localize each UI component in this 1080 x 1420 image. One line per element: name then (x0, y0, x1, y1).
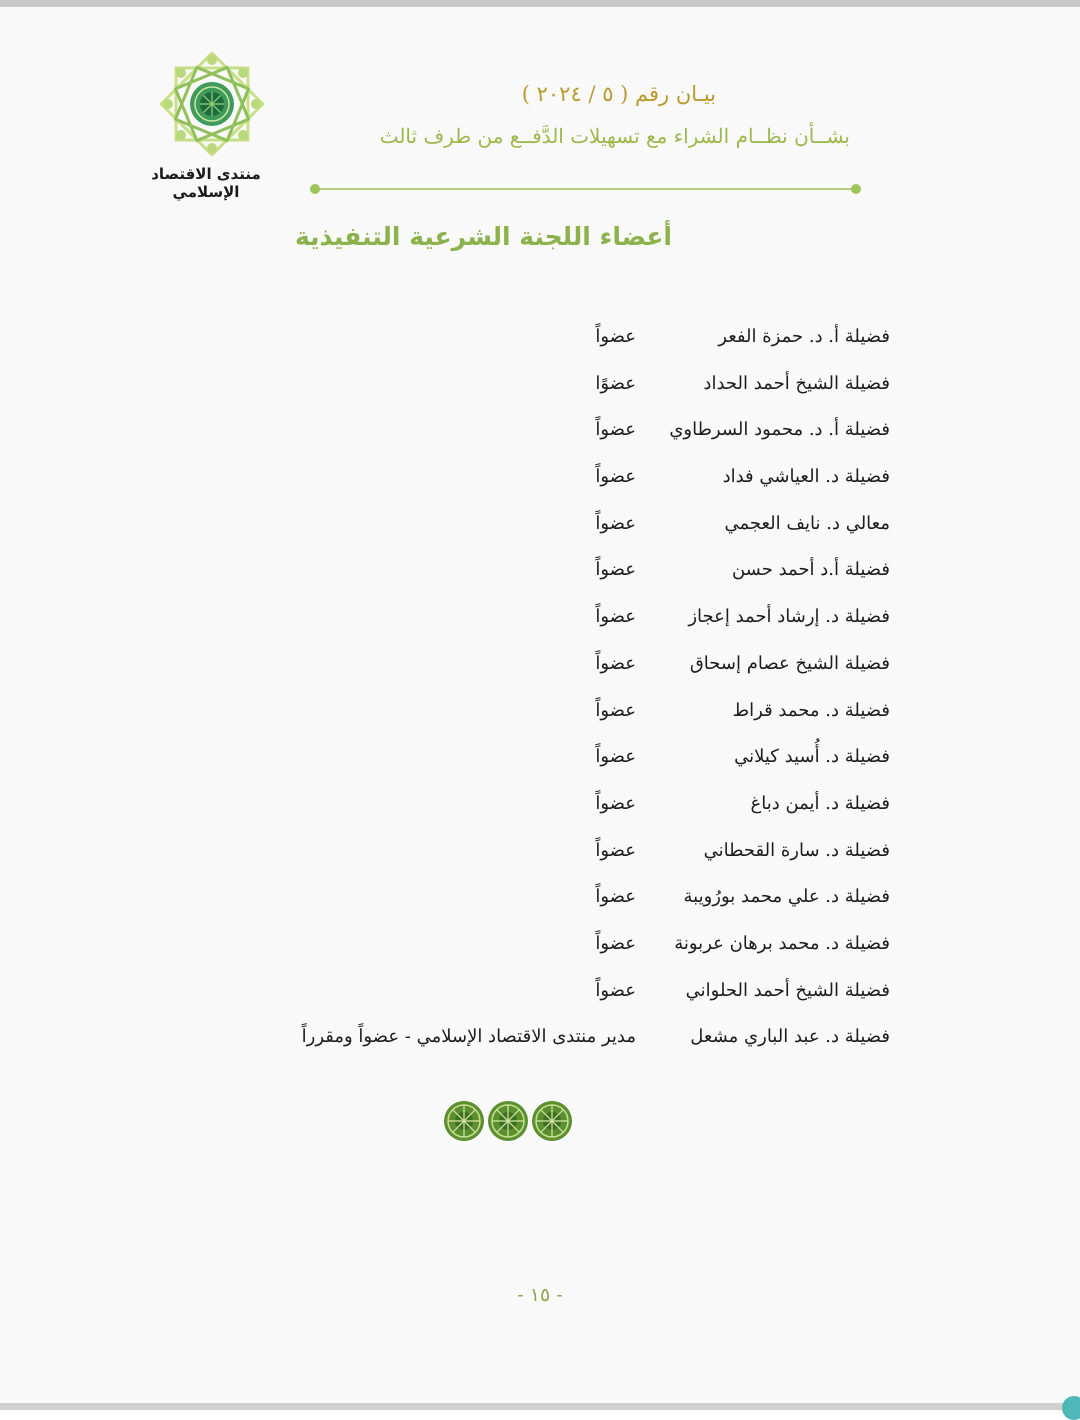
member-name: فضيلة د. محمد برهان عربونة (674, 932, 890, 954)
member-row (200, 513, 890, 560)
member-name: فضيلة د. عبد الباري مشعل (690, 1026, 890, 1048)
member-role: عضواً (595, 839, 636, 861)
member-row (200, 466, 890, 513)
member-name: فضيلة الشيخ أحمد الحلواني (685, 979, 890, 1001)
members-list (200, 326, 890, 1073)
member-name: فضيلة د. إرشاد أحمد إعجاز (688, 606, 890, 628)
member-role: عضواً (595, 979, 636, 1001)
member-row (200, 980, 890, 1027)
member-row (200, 793, 890, 840)
member-row (200, 373, 890, 420)
member-role: عضواً (595, 559, 636, 581)
member-row (200, 886, 890, 933)
viewer-bottom-bar (0, 1403, 1080, 1410)
member-row (200, 326, 890, 373)
member-row (200, 746, 890, 793)
member-role: عضواً (595, 886, 636, 908)
header-divider (315, 188, 857, 190)
member-name: فضيلة د. محمد قراط (732, 699, 890, 721)
member-role: عضوًا (595, 372, 636, 394)
rosette-ornament-icon (440, 1098, 576, 1144)
member-name: فضيلة الشيخ عصام إسحاق (689, 652, 890, 674)
org-name: منتدى الاقتصاد الإسلامي (151, 165, 261, 201)
statement-number: بيـان رقم ( ٥ / ٢٠٢٤ ) (521, 82, 716, 106)
member-name: فضيلة د. علي محمد بورُويبة (683, 886, 890, 908)
section-title: أعضاء اللجنة الشرعية التنفيذية (294, 222, 672, 251)
member-name: فضيلة د. أُسيد كيلاني (734, 746, 890, 768)
member-name: فضيلة د. العياشي فداد (722, 466, 890, 488)
member-row (200, 840, 890, 887)
member-row (200, 419, 890, 466)
member-role: مدير منتدى الاقتصاد الإسلامي - عضواً ومقرراً (301, 1026, 636, 1048)
scroll-indicator[interactable] (1062, 1396, 1080, 1420)
member-row (200, 933, 890, 980)
member-name: فضيلة الشيخ أحمد الحداد (703, 372, 890, 394)
member-name: فضيلة أ. د. محمود السرطاوي (669, 419, 890, 441)
member-role: عضواً (595, 792, 636, 814)
member-role: عضواً (595, 326, 636, 347)
member-name: معالي د. نايف العجمي (724, 512, 890, 534)
member-name: فضيلة د. أيمن دباغ (750, 792, 890, 814)
viewer-top-bar (0, 0, 1080, 7)
divider-dot-left (310, 184, 320, 194)
member-row (200, 1026, 890, 1073)
member-row (200, 606, 890, 653)
member-name: فضيلة أ. د. حمزة الفعر (718, 326, 890, 347)
member-role: عضواً (595, 419, 636, 441)
member-name: فضيلة د. سارة القحطاني (703, 839, 890, 861)
page-number: - ١٥ - (517, 1284, 563, 1306)
member-role: عضواً (595, 512, 636, 534)
member-role: عضواً (595, 699, 636, 721)
member-role: عضواً (595, 746, 636, 768)
member-row (200, 653, 890, 700)
member-role: عضواً (595, 932, 636, 954)
islamic-star-rosette-icon (160, 52, 264, 156)
member-role: عضواً (595, 652, 636, 674)
member-row (200, 559, 890, 606)
divider-dot-right (851, 184, 861, 194)
member-role: عضواً (595, 466, 636, 488)
member-name: فضيلة أ.د أحمد حسن (731, 559, 890, 581)
statement-subject: بشــأن نظــام الشراء مع تسهيلات الدَّفــع من طرف ثالث (379, 124, 850, 148)
member-role: عضواً (595, 606, 636, 628)
member-row (200, 700, 890, 747)
